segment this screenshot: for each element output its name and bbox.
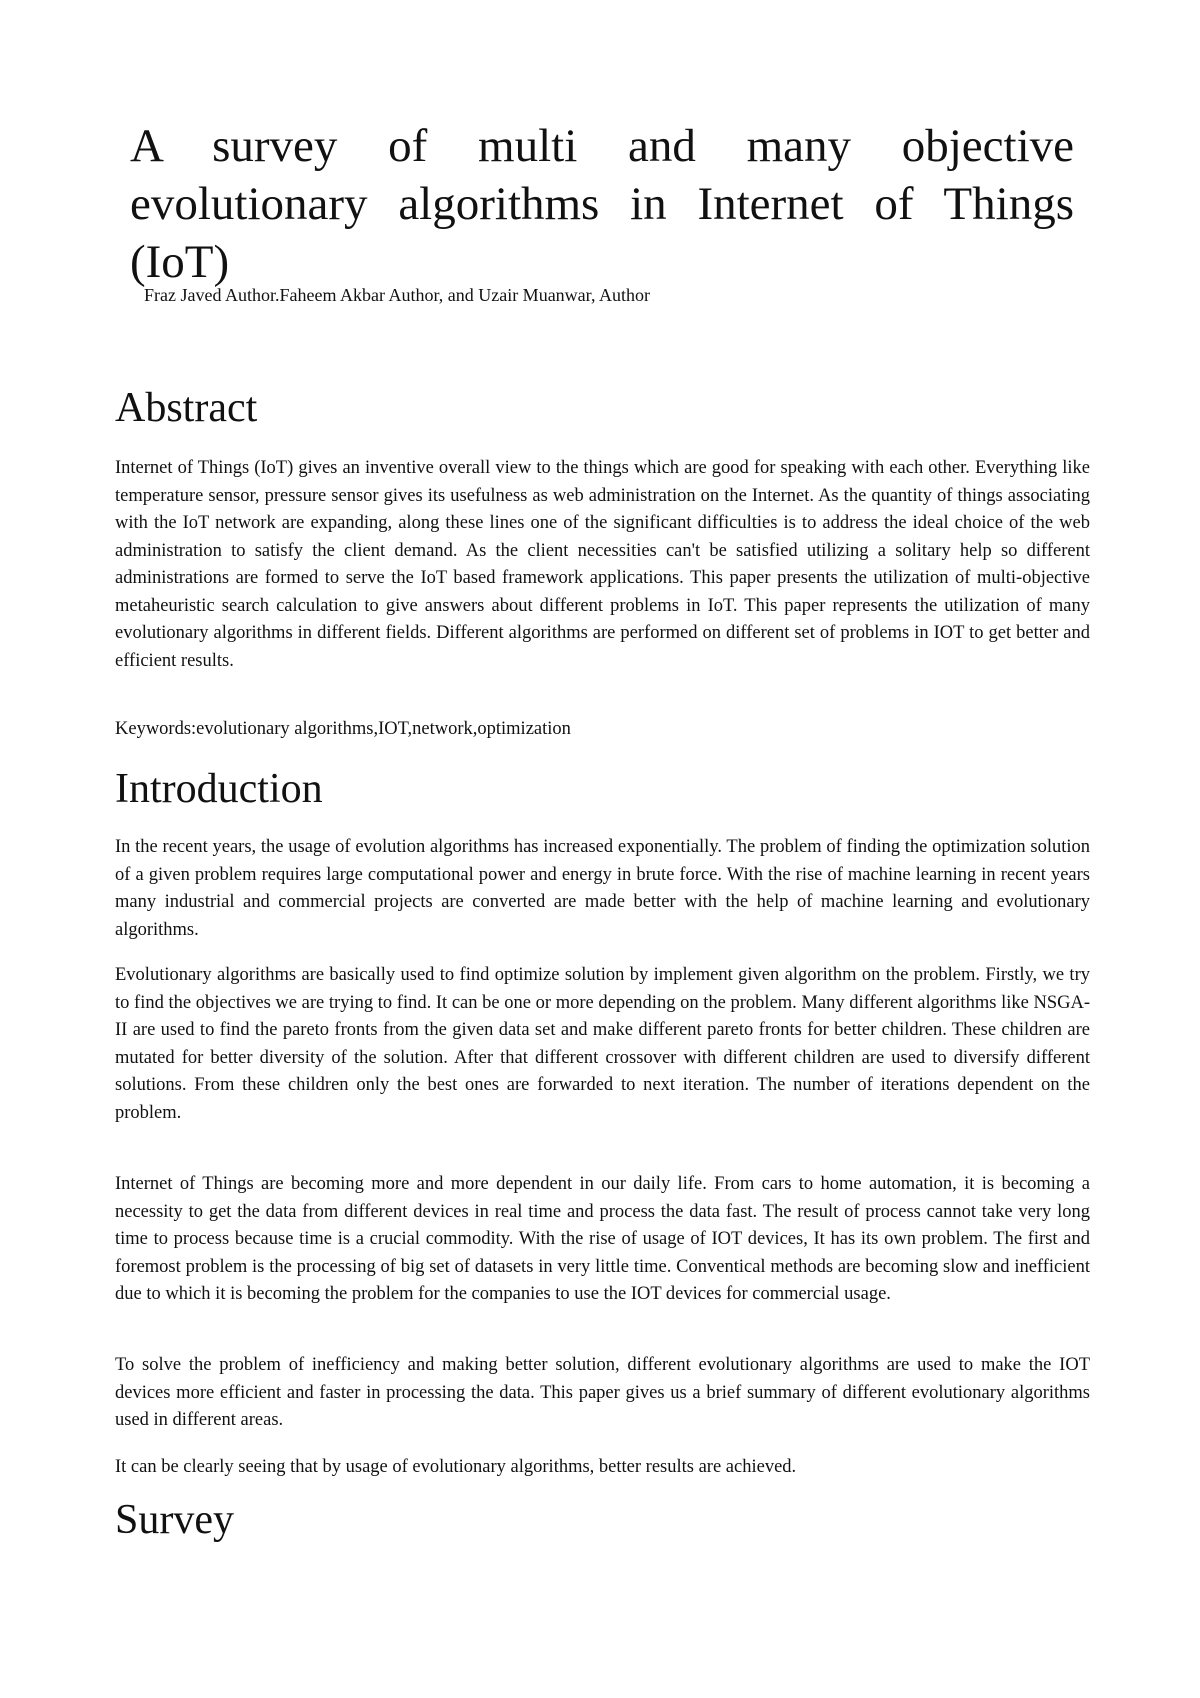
introduction-paragraph: Internet of Things are becoming more and more dependent in our daily life. From cars to home automation, it is becoming a necessity to get the data from different devices in real time and process the data fast. The result of process cannot take very long time to process because time is a crucial commodity. With the rise of usage of IOT devices, It has its own problem. The first and foremost problem is the processing of big set of datasets in very little time. Conventical methods are becoming slow and inefficient due to which it is becoming the problem for the companies to use the IOT devices for commercial usage. [115, 1174, 1090, 1304]
introduction-paragraph: In the recent years, the usage of evolution algorithms has increased exponentially. The problem of finding the optimization solution of a given problem requires large computational power and energy in brute force. With the rise of machine learning in recent years many industrial and commercial projects are converted are made better with the help of machine learning and evolutionary algorithms. [115, 837, 1090, 940]
introduction-paragraph: To solve the problem of inefficiency and making better solution, different evolutionary algorithms are used to make the IOT devices more efficient and faster in processing the data. This paper gives us a brief summary of different evolutionary algorithms used in different areas. [115, 1355, 1090, 1430]
introduction-paragraph: Evolutionary algorithms are basically used to find optimize solution by implement given algorithm on the problem. Firstly, we try to find the objectives we are trying to find. It can be one or more depending on the problem. Many different algorithms like NSGA-II are used to find the pareto fronts from the given data set and make different pareto fronts for better children. These children are mutated for better diversity of the solution. After that different crossover with different children are used to diversify different solutions. From these children only the best ones are forwarded to next iteration. The number of iterations dependent on the problem. [115, 965, 1090, 1123]
introduction-heading: Introduction [115, 766, 323, 812]
abstract-heading: Abstract [115, 385, 258, 431]
survey-heading: Survey [115, 1497, 234, 1543]
abstract-text: Internet of Things (IoT) gives an inventive overall view to the things which are good for speaking with each other. Everything like temperature sensor, pressure sensor gives its usefulness as web administration on the Internet. As the quantity of things associating with the IoT network are expanding, along these lines one of the significant difficulties is to address the ideal choice of the web administration to satisfy the client demand. As the client necessities can't be satisfied utilizing a solitary help so different administrations are formed to serve the IoT based framework applications. This paper presents the utilization of multi-objective metaheuristic search calculation to give answers about different problems in IoT. This paper represents the utilization of many evolutionary algorithms in different fields. Different algorithms are performed on different set of problems in IOT to get better and efficient results. [115, 458, 1090, 671]
keywords-line: Keywords:evolutionary algorithms,IOT,network,optimization [115, 719, 571, 739]
introduction-paragraph: It can be clearly seeing that by usage of evolutionary algorithms, better results are achieved. [115, 1457, 797, 1477]
paper-title: A survey of multi and many objective evolutionary algorithms in Internet of Things (IoT) [130, 120, 1074, 288]
author-list: Fraz Javed Author.Faheem Akbar Author, and Uzair Muanwar, Author [144, 285, 650, 305]
